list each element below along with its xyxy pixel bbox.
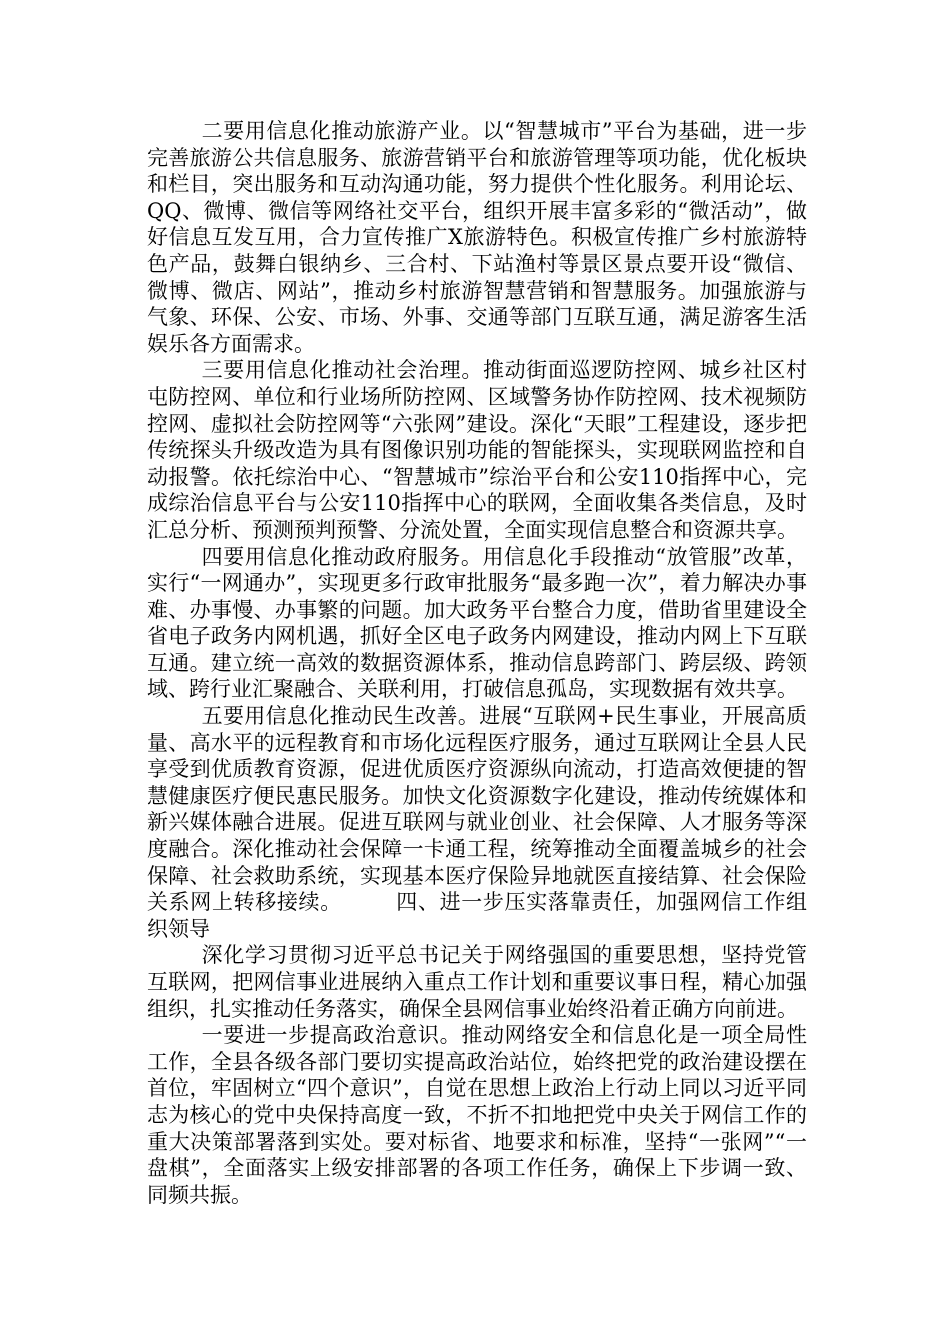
paragraph-tourism: 二要用信息化推动旅游产业。以“智慧城市”平台为基础，进一步完善旅游公共信息服务、旅游营销平台和旅游管理等项功能，优化板块和栏目，突出服务和互动沟通功能，努力提供个性化服务。利用论坛、QQ、微博、微信等网络社交平台，组织开展丰富多彩的“微活动”，做好信息互发互用，合力宣传推广X旅游特色。积极宣传推广乡村旅游特色产品，鼓舞白银纳乡、三合村、下站渔村等景区景点要开设“微信、微博、微店、网站”，推动乡村旅游智慧营销和智慧服务。加强旅游与气象、环保、公安、市场、外事、交通等部门互联互通，满足游客生活娱乐各方面需求。 <box>147 119 807 356</box>
document-body <box>147 118 807 1208</box>
paragraph-social-governance: 三要用信息化推动社会治理。推动街面巡逻防控网、城乡社区村屯防控网、单位和行业场所防控网、区域警务协作防控网、技术视频防控网、虚拟社会防控网等“六张网”建设。深化“天眼”工程建设，逐步把传统探头升级改造为具有图像识别功能的智能探头，实现联网监控和自动报警。依托综治中心、“智慧城市”综治平台和公安110指挥中心，完成综治信息平台与公安110指挥中心的联网，全面收集各类信息，及时汇总分析、预测预判预警、分流处置，全面实现信息整合和资源共享。 <box>147 358 807 542</box>
paragraph-government-service: 四要用信息化推动政府服务。用信息化手段推动“放管服”改革，实行“一网通办”，实现更多行政审批服务“最多跑一次”，着力解决办事难、办事慢、办事繁的问题。加大政务平台整合力度，借助省里建设全省电子政务内网机遇，抓好全区电子政务内网建设，推动内网上下互联互通。建立统一高效的数据资源体系，推动信息跨部门、跨层级、跨领域、跨行业汇聚融合、关联利用，打破信息孤岛，实现数据有效共享。 <box>147 544 807 702</box>
paragraph-livelihood: 五要用信息化推动民生改善。进展“互联网+民生事业，开展高质量、高水平的远程教育和市场化远程医疗服务，通过互联网让全县人民享受到优质教育资源，促进优质医疗资源纵向流动，打造高效便捷的智慧健康医疗便民惠民服务。加快文化资源数字化建设，推动传统媒体和新兴媒体融合进展。促进互联网与就业创业、社会保障、人才服务等深度融合。深化推动社会保障一卡通工程，统筹推动全面覆盖城乡的社会保障、社会救助系统，实现基本医疗保险异地就医直接结算、社会保险关系网上转移接续。 四、进一步压实落靠责任，加强网信工作组织领导 <box>147 704 807 941</box>
paragraph-political-awareness: 一要进一步提高政治意识。推动网络安全和信息化是一项全局性工作，全县各级各部门要切实提高政治站位，始终把党的政治建设摆在首位，牢固树立“四个意识”，自觉在思想上政治上行动上同以习近平同志为核心的党中央保持高度一致，不折不扣地把党中央关于网信工作的重大决策部署落到实处。要对标省、地要求和标准，坚持“一张网”“一盘棋”，全面落实上级安排部署的各项工作任务，确保上下步调一致、同频共振。 <box>147 1023 807 1207</box>
paragraph-responsibility: 深化学习贯彻习近平总书记关于网络强国的重要思想，坚持党管互联网，把网信事业进展纳入重点工作计划和重要议事日程，精心加强组织，扎实推动任务落实，确保全县网信事业始终沿着正确方向前进。 <box>147 943 807 1021</box>
